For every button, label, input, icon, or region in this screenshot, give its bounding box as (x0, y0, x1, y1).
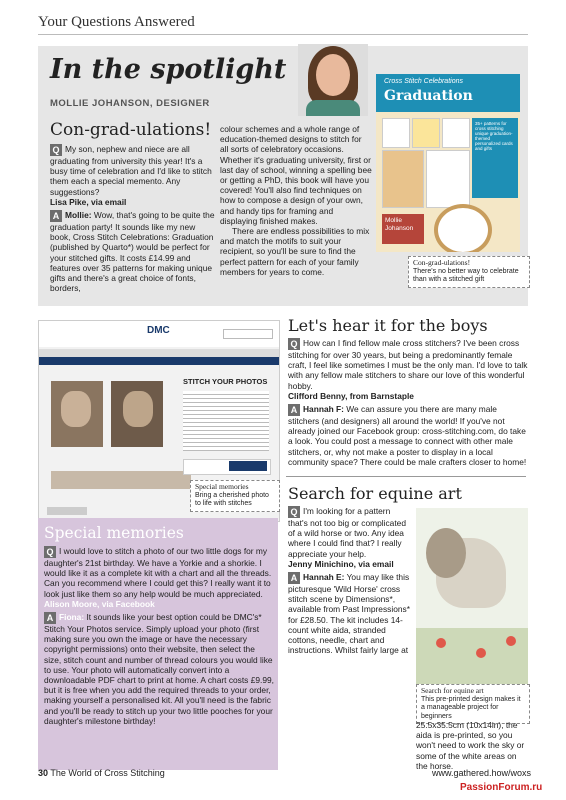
spotlight-title: In the spotlight (50, 54, 287, 85)
motif-tile (382, 118, 410, 148)
spotlight-role: MOLLIE JOHANSON, DESIGNER (50, 98, 210, 109)
motif-tile (382, 150, 424, 208)
dmc-add-button (229, 461, 267, 471)
boys-body (288, 338, 528, 467)
boys-title: Let's hear it for the boys (288, 316, 488, 335)
answer-marker: A (288, 572, 300, 584)
equine-answer: You may like this picturesque 'Wild Horse' cross stitch scene by Dimensions*, available from Past Impressions* for £28.50. The kit includes 14-count white aida, stranded cottons, needle, chart and instructions. Whilst fairly large at (288, 572, 410, 656)
memories-answer: It sounds like your best option could be DMC's* Stitch Your Photos service. Simply upload your photo (first making sure you own the image or have the necessary copyright permissions) onto their website, then select the size, stitch count and number of thread colours you would like to use. Your photo will automatically convert into a downloadable PDF chart to print at home. A chart costs £9.99, but it is free when you add the required threads to your order, making yourself a personalised kit. All you'll need is the fabric and you'll be ready to stitch up your two little pooches for your daughter's milestone birthday! (44, 612, 274, 726)
memories-question: I would love to stitch a photo of our two little dogs for my daughter's 21st birthday. We have a Yorkie and a shorkie. I would like it as a complete kit with a chart and all the threads. Can you recommend where I could get this? I really want it to look just like them so any help would be much appreciated. (44, 546, 272, 599)
poppy (506, 636, 516, 646)
equine-caption (416, 684, 530, 724)
motif-tile (412, 118, 440, 148)
dmc-caption (190, 480, 280, 512)
equine-question: I'm looking for a pattern that's not too big or complicated of a wild horse or two. Any idea where I could find that? I really appreciate your help. (288, 506, 406, 559)
caption-text: There's no better way to celebrate than with a stitched gift (413, 267, 519, 283)
spotlight-caption (408, 256, 530, 288)
answer-marker: A (50, 210, 62, 222)
header-rule (38, 34, 528, 35)
watermark: PassionForum.ru (460, 782, 543, 793)
congrad-answer-p1: Wow, that's going to be quite the graduation party! It sounds like my new book, Cross Stitch Celebrations: Graduation (published by Quarto*) would be perfect for your stitched gifts. It costs £14.99 and features over 35 patterns for making unique gifts and there's a great choice of fonts, borders, (50, 210, 215, 294)
question-marker: Q (44, 546, 56, 558)
designer-photo (298, 44, 368, 116)
dmc-thumbnail-strip (51, 471, 191, 489)
magazine-name: The World of Cross Stitching (50, 768, 165, 778)
congrad-answer-name: Mollie: (65, 210, 92, 221)
memories-asker: Alison Moore, via Facebook (44, 598, 155, 609)
answer-marker: A (44, 612, 56, 624)
question-marker: Q (288, 506, 300, 518)
motif-tile (426, 150, 470, 208)
page-number: 30 (38, 768, 49, 778)
footer-url[interactable]: www.gathered.how/woxs (432, 768, 532, 778)
poppy (436, 638, 446, 648)
dmc-nav-bar (39, 349, 279, 357)
congrad-answer-p2: colour schemes and a whole range of education-themed designs to stitch for all sorts of celebratory occasions. Whether it's graduating university, first or last day of school, winning a spelling bee or getting a PhD, this book will have you covered! You'll also find techniques on how to compose a design of your own, and handy tips for framing and displaying finished makes. (220, 124, 372, 226)
book-title: Graduation (384, 88, 473, 104)
congrad-question-block (50, 144, 218, 293)
dmc-description-text (183, 391, 269, 451)
book-cover (376, 74, 520, 252)
book-author: Mollie Johanson (382, 214, 424, 244)
congrad-heading: Con-grad-ulations! (50, 120, 212, 140)
caption-title: Con-grad-ulations! (413, 258, 471, 267)
photo-face (316, 54, 350, 96)
boys-answer: We can assure you there are many male stitchers (and designers) all around the world! If you've not already joined our Facebook group: cross-stitching.com, do take a look. You could post a message to connect with other male stitchers, or, why not make a poster to display in a local community space? There could be male crafters closer to home! (288, 404, 527, 467)
motif-tile (442, 118, 470, 148)
equine-title: Search for equine art (288, 484, 462, 503)
congrad-asker: Lisa Pike, via email (50, 196, 127, 207)
section-divider (286, 476, 526, 477)
dmc-photo-subject (123, 391, 153, 427)
section-header: Your Questions Answered (38, 14, 195, 30)
dmc-banner (39, 357, 279, 365)
book-series: Cross Stitch Celebrations (384, 78, 463, 85)
memories-panel (38, 518, 278, 770)
equine-caption-text: This pre-printed design makes it a manageable project for beginners (421, 695, 521, 720)
memories-answer-name: Fiona: (59, 612, 85, 623)
dmc-caption-title: Special memories (195, 482, 249, 491)
congrad-answer-col2 (220, 124, 372, 277)
memories-body (44, 546, 274, 726)
dmc-search-box (223, 329, 273, 339)
dmc-logo: DMC (147, 325, 170, 336)
dmc-page-heading: STITCH YOUR PHOTOS (183, 377, 268, 386)
memories-title: Special memories (44, 524, 184, 542)
boys-question: How can I find fellow male cross stitchers? I've been cross stitching for over 30 years, but being a predominantly female craft, I feel like sometimes I must be the only man. I'd love to talk with any fellow male stitchers to share our love of this wonderful hobby. (288, 338, 528, 391)
boys-asker: Clifford Benny, from Barnstaple (288, 390, 414, 401)
book-tagline: 35+ patterns for cross stitching unique graduation-themed personalized cards and gifts (472, 118, 518, 198)
equine-asker: Jenny Minichino, via email (288, 558, 394, 569)
congrad-answer-p3: There are endless possibilities to mix and match the motifs to suit your recipient, so you'll be sure to find the perfect pattern for each of your family members for years to come. (220, 226, 370, 277)
boys-answer-name: Hannah F: (303, 404, 344, 415)
equine-body (288, 506, 410, 655)
wild-horse-artwork (416, 508, 528, 686)
dmc-caption-text: Bring a cherished photo to life with stitches (195, 491, 269, 507)
photo-shirt (306, 100, 360, 116)
embroidery-hoop (434, 204, 492, 252)
poppy (476, 648, 486, 658)
equine-answer-cont: 25.5x35.5cm (10x14in), the aida is pre-printed, so you won't need to work the sky or some of the white areas on the horse. (416, 720, 525, 771)
equine-caption-title: Search for equine art (421, 686, 484, 695)
answer-marker: A (288, 404, 300, 416)
dmc-small-button (47, 507, 87, 515)
dmc-photo-subject (61, 391, 91, 427)
horse-head (426, 528, 466, 578)
page-footer (38, 768, 165, 778)
equine-answer-name: Hannah E: (303, 572, 345, 583)
congrad-question: My son, nephew and niece are all graduating from university this year! It's a busy time of celebration and I'd like to stitch them each a special memento. Any suggestions? (50, 144, 212, 197)
question-marker: Q (50, 144, 62, 156)
question-marker: Q (288, 338, 300, 350)
